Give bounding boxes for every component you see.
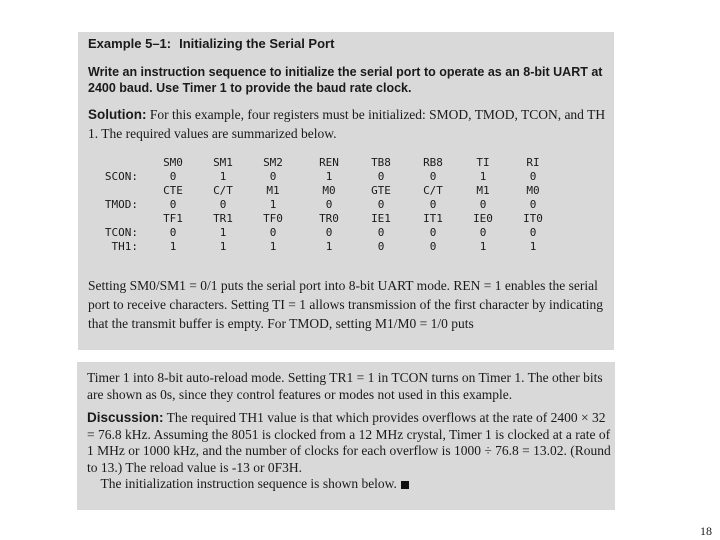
register-table-cell: 0 [269, 226, 277, 239]
register-table-cell: 0 [169, 170, 177, 183]
register-table-cell: SM0 [163, 156, 183, 169]
register-table-cell: TR0 [319, 212, 339, 225]
register-table-cell: 0 [479, 198, 487, 211]
register-table-cell: RI [526, 156, 540, 169]
discussion-label: Discussion: [87, 410, 164, 425]
register-table-cell: 1 [269, 198, 277, 211]
register-table-cell: C/T [213, 184, 233, 197]
register-table-cell: TI [476, 156, 490, 169]
register-table-cell: 1 [219, 170, 227, 183]
register-table-cell: GTE [371, 184, 391, 197]
register-row-label: TCON: [104, 226, 138, 239]
example-number: Example 5–1: [88, 36, 172, 51]
problem-statement: Write an instruction sequence to initialize the serial port to operate as an 8-bit UART at 2400 baud. Use Timer 1 to provide the baud rate clock. [88, 65, 603, 95]
register-table-cell: 0 [377, 240, 385, 253]
solution-text: For this example, four registers must be initialized: SMOD, TMOD, TCON, and TH 1. The required values are summarized below. [88, 107, 606, 141]
register-row-label: TH1: [111, 240, 138, 253]
register-table-cell: 0 [169, 198, 177, 211]
register-table-cell: IT1 [423, 212, 443, 225]
register-table-cell: RB8 [423, 156, 443, 169]
textbook-scan-top [78, 32, 614, 350]
solution-paragraph [88, 105, 608, 143]
example-title: Initializing the Serial Port [179, 36, 335, 51]
register-table-cell: 1 [325, 240, 333, 253]
register-table-cell: 0 [529, 226, 537, 239]
register-table-cell: 1 [219, 240, 227, 253]
register-table-cell: 1 [169, 240, 177, 253]
register-table-cell: 1 [219, 226, 227, 239]
register-table-cell: SM2 [263, 156, 283, 169]
register-table-cell: 1 [529, 240, 537, 253]
register-table-cell: 0 [377, 198, 385, 211]
register-table-cell: 0 [429, 240, 437, 253]
register-table-cell: 0 [269, 170, 277, 183]
register-table-cell: 0 [325, 198, 333, 211]
register-table-cell: 0 [479, 226, 487, 239]
register-row-label: TMOD: [104, 198, 138, 211]
register-table-cell: 1 [479, 240, 487, 253]
register-table-cell: 0 [529, 198, 537, 211]
register-table-cell: 0 [377, 170, 385, 183]
register-table-cell: M0 [526, 184, 540, 197]
register-table-cell: 0 [429, 198, 437, 211]
register-table-cell: M0 [322, 184, 336, 197]
register-table-cell: 1 [325, 170, 333, 183]
register-table-cell: TB8 [371, 156, 391, 169]
register-row-label: SCON: [104, 170, 138, 183]
register-table-cell: IE0 [473, 212, 493, 225]
register-table-cell: TF0 [263, 212, 283, 225]
register-table-cell: M1 [266, 184, 280, 197]
discussion-paragraph [87, 410, 611, 493]
register-table-cell: 0 [429, 170, 437, 183]
register-table-cell: IT0 [523, 212, 543, 225]
discussion-closing: The initialization instruction sequence is shown below. [100, 476, 397, 491]
register-table-cell: TR1 [213, 212, 233, 225]
register-table-cell: TF1 [163, 212, 183, 225]
register-table-cell: CTE [163, 184, 183, 197]
example-heading [88, 36, 334, 51]
explanation-paragraph-2: Timer 1 into 8-bit auto-reload mode. Setting TR1 = 1 in TCON turns on Timer 1. The other bits are shown as 0s, since they control features or modes not used in this example. [87, 370, 603, 402]
register-table-cell: 0 [169, 226, 177, 239]
register-table-cell: SM1 [213, 156, 233, 169]
register-table-cell: 0 [219, 198, 227, 211]
page-number: 18 [700, 524, 712, 538]
register-table-cell: C/T [423, 184, 443, 197]
textbook-scan-bottom [77, 362, 615, 510]
register-table-cell: 0 [377, 226, 385, 239]
explanation-paragraph-1: Setting SM0/SM1 = 0/1 puts the serial port into 8-bit UART mode. REN = 1 enables the serial port to receive characters. Setting TI = 1 allows transmission of the first character by indicating that the transmit buffer is empty. For TMOD, setting M1/M0 = 1/0 puts [88, 278, 603, 331]
end-mark-icon [401, 481, 409, 489]
register-table-cell: 1 [269, 240, 277, 253]
register-table-cell: 0 [429, 226, 437, 239]
register-table-cell: M1 [476, 184, 490, 197]
register-table-cell: 0 [325, 226, 333, 239]
solution-label: Solution: [88, 107, 147, 122]
register-table-cell: REN [319, 156, 339, 169]
discussion-text: The required TH1 value is that which provides overflows at the rate of 2400 × 32 = 76.8 kHz. Assuming the 8051 is clocked from a 12 MHz crystal, Timer 1 is clocked at a rate of 1 MHz or 1000 kHz, and the number of clocks for each overflow is 1000 ÷ 76.8 = 13.02. (Round to 13.) The reload value is -13 or 0F3H. [87, 410, 611, 475]
register-table-cell: 1 [479, 170, 487, 183]
register-table-cell: IE1 [371, 212, 391, 225]
register-table-cell: 0 [529, 170, 537, 183]
